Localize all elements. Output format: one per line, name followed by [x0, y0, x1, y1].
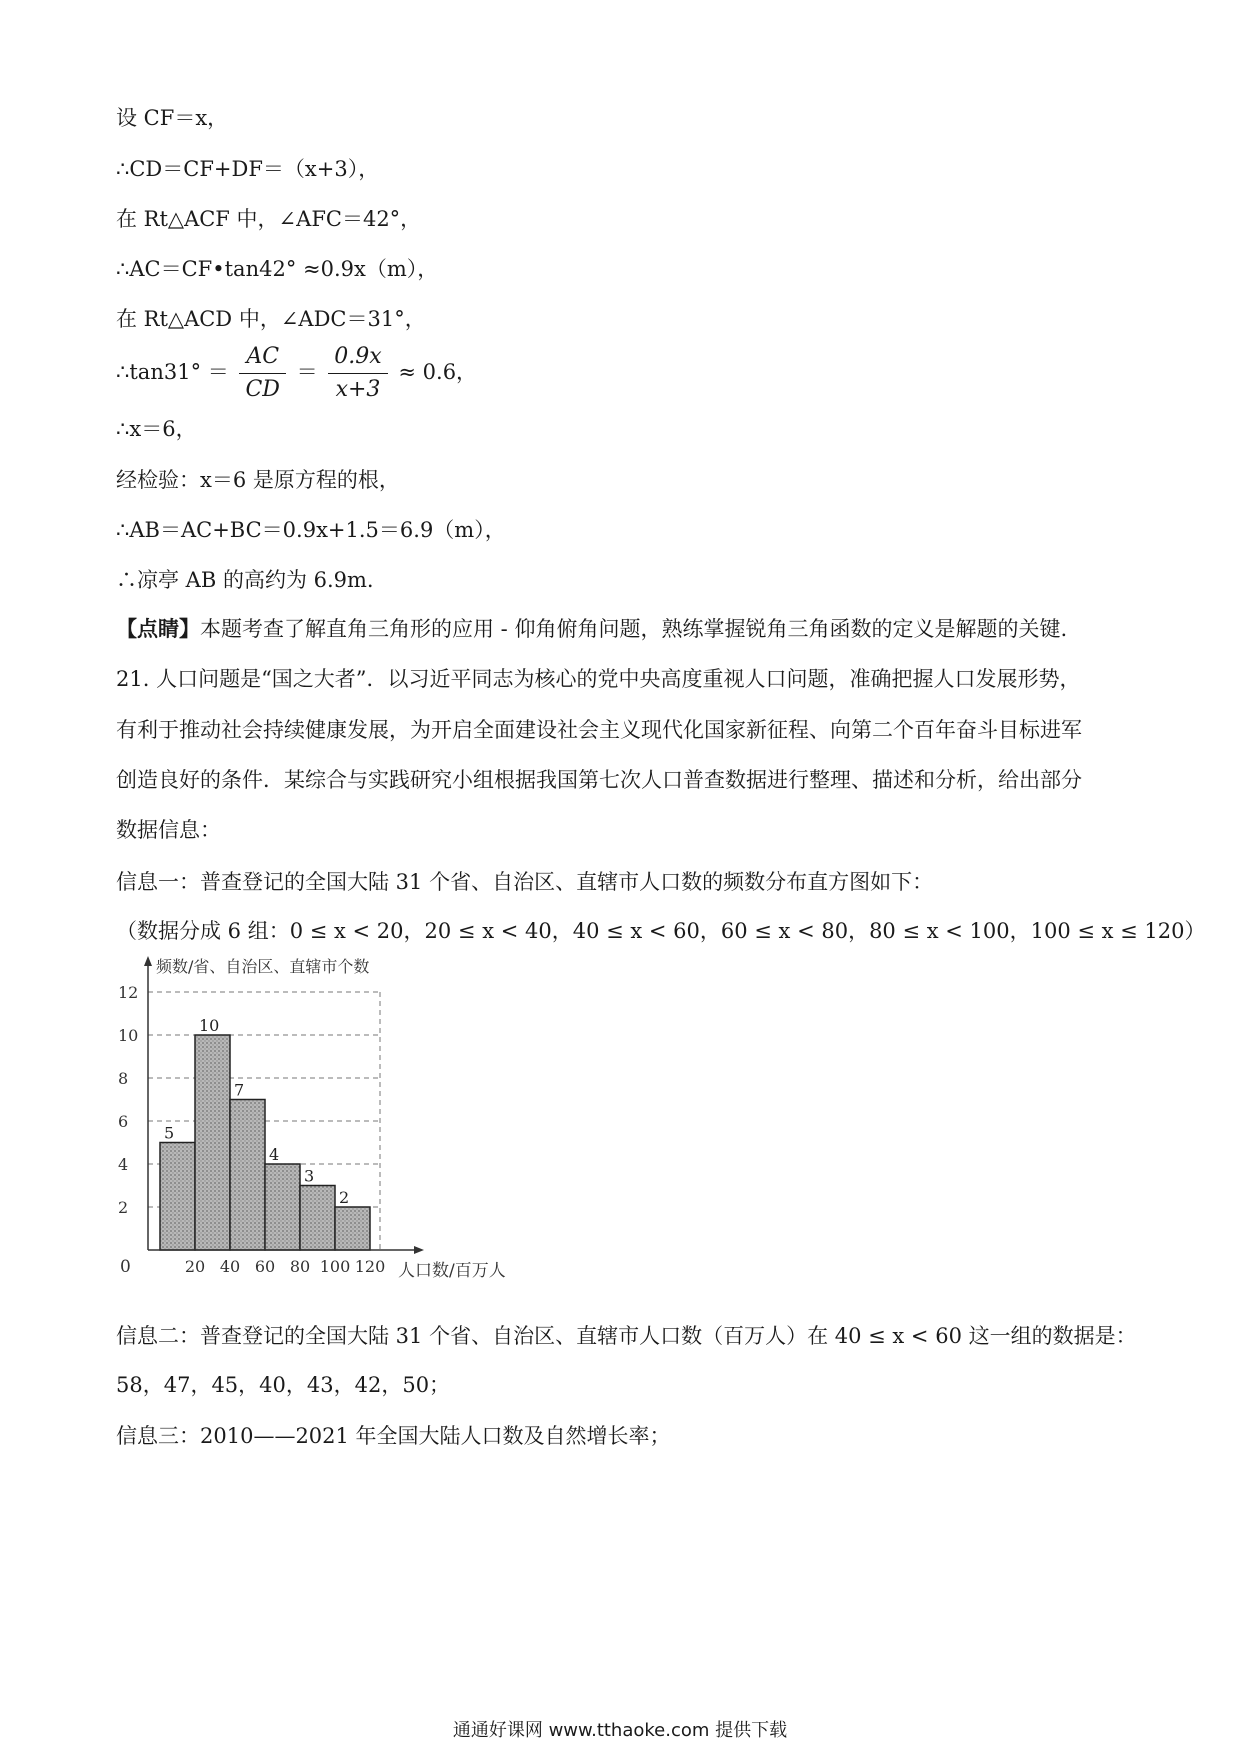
comment-tag: 【点睛】	[116, 616, 200, 641]
fraction-denominator: x+3	[335, 377, 381, 402]
y-tick-label: 2	[118, 1198, 129, 1217]
x-tick-label: 20	[184, 1257, 206, 1276]
y-tick-label: 10	[118, 1026, 139, 1045]
text-line-tan31	[116, 340, 1136, 404]
x-tick-label: 100	[319, 1257, 351, 1276]
text-line-acf: 在 Rt△ACF 中，∠AFC＝42°，	[116, 207, 422, 231]
y-tick-label: 8	[118, 1069, 129, 1088]
bar-value-label: 5	[164, 1123, 175, 1143]
x-tick-label: 60	[254, 1257, 276, 1276]
comment-line	[116, 615, 1136, 643]
histogram-bar	[230, 1100, 265, 1251]
info-two-line-1: 信息二：普查登记的全国大陆 31 个省、自治区、直辖市人口数（百万人）在 40 ≤ x < 60 这一组的数据是：	[116, 1324, 1137, 1348]
equals-sign: ＝	[296, 360, 318, 384]
question-21-line-1: 21. 人口问题是“国之大者”．以习近平同志为核心的党中央高度重视人口问题，准确把握人口发展形势，	[116, 667, 1081, 691]
question-21-line-2: 有利于推动社会持续健康发展，为开启全面建设社会主义现代化国家新征程、向第二个百年奋斗目标进军	[116, 718, 1082, 742]
y-axis-label: 频数/省、自治区、直辖市个数	[156, 957, 370, 976]
histogram-bar	[195, 1035, 230, 1250]
tan31-suffix: ≈ 0.6，	[398, 360, 478, 384]
y-tick-label: 4	[118, 1155, 129, 1174]
x-axis-arrow	[414, 1246, 424, 1254]
frequency-histogram	[118, 950, 538, 1290]
info-two-line-2: 58，47，45，40，43，42，50；	[116, 1373, 451, 1397]
fraction-ac-cd	[239, 343, 285, 404]
footer-watermark: 通通好课网 www.tthaoke.com 提供下载	[452, 1720, 788, 1741]
text-line-ac: ∴AC＝CF•tan42° ≈0.9x（m），	[116, 257, 439, 281]
text-line-check: 经检验：x＝6 是原方程的根，	[116, 468, 400, 492]
histogram-bar	[300, 1186, 335, 1251]
text-line-ab: ∴AB＝AC+BC＝0.9x+1.5＝6.9（m），	[116, 518, 506, 542]
fraction-numerator: AC	[239, 343, 285, 374]
histogram-bar	[335, 1207, 370, 1250]
text-line-x6: ∴x＝6，	[116, 417, 197, 441]
comment-text: 本题考查了解直角三角形的应用 - 仰角俯角问题，熟练掌握锐角三角函数的定义是解题的关键.	[200, 617, 1068, 641]
bar-value-label: 2	[339, 1188, 350, 1207]
bar-value-label: 4	[269, 1145, 280, 1164]
info-one-groups: （数据分成 6 组：0 ≤ x < 20，20 ≤ x < 40，40 ≤ x < 60，60 ≤ x < 80，80 ≤ x < 100，100 ≤ x ≤ 120）	[116, 919, 1206, 943]
text-line-cd: ∴CD＝CF+DF＝（x+3），	[116, 157, 380, 181]
origin-label: 0	[120, 1257, 131, 1277]
y-axis-arrow	[144, 956, 152, 966]
text-line-set-cf: 设 CF＝x，	[116, 106, 229, 130]
fraction-numerator: 0.9x	[328, 343, 387, 374]
x-tick-label: 120	[354, 1257, 386, 1276]
question-21-line-4: 数据信息：	[116, 818, 221, 842]
fraction-09x	[328, 343, 387, 404]
text-line-conclusion: ∴凉亭 AB 的高约为 6.9m.	[116, 568, 374, 592]
bar-value-label: 7	[234, 1080, 245, 1100]
tan31-prefix: ∴tan31° ＝	[116, 360, 229, 384]
bar-value-label: 10	[199, 1016, 220, 1035]
histogram-bars	[160, 1035, 370, 1250]
x-axis-label: 人口数/百万人	[398, 1261, 506, 1281]
info-three-line: 信息三：2010——2021 年全国大陆人口数及自然增长率；	[116, 1424, 671, 1448]
text-line-acd: 在 Rt△ACD 中，∠ADC＝31°，	[116, 307, 426, 331]
x-tick-label: 80	[289, 1257, 311, 1276]
info-one-line: 信息一：普查登记的全国大陆 31 个省、自治区、直辖市人口数的频数分布直方图如下：	[116, 870, 934, 894]
bar-value-label: 3	[304, 1166, 315, 1186]
y-tick-label: 12	[118, 983, 139, 1002]
histogram-bar	[265, 1164, 300, 1250]
y-tick-label: 6	[118, 1112, 129, 1131]
histogram-bar	[160, 1143, 195, 1251]
x-tick-label: 40	[219, 1257, 241, 1276]
fraction-denominator: CD	[245, 377, 280, 402]
question-21-line-3: 创造良好的条件．某综合与实践研究小组根据我国第七次人口普查数据进行整理、描述和分析，给出部分	[116, 768, 1082, 792]
